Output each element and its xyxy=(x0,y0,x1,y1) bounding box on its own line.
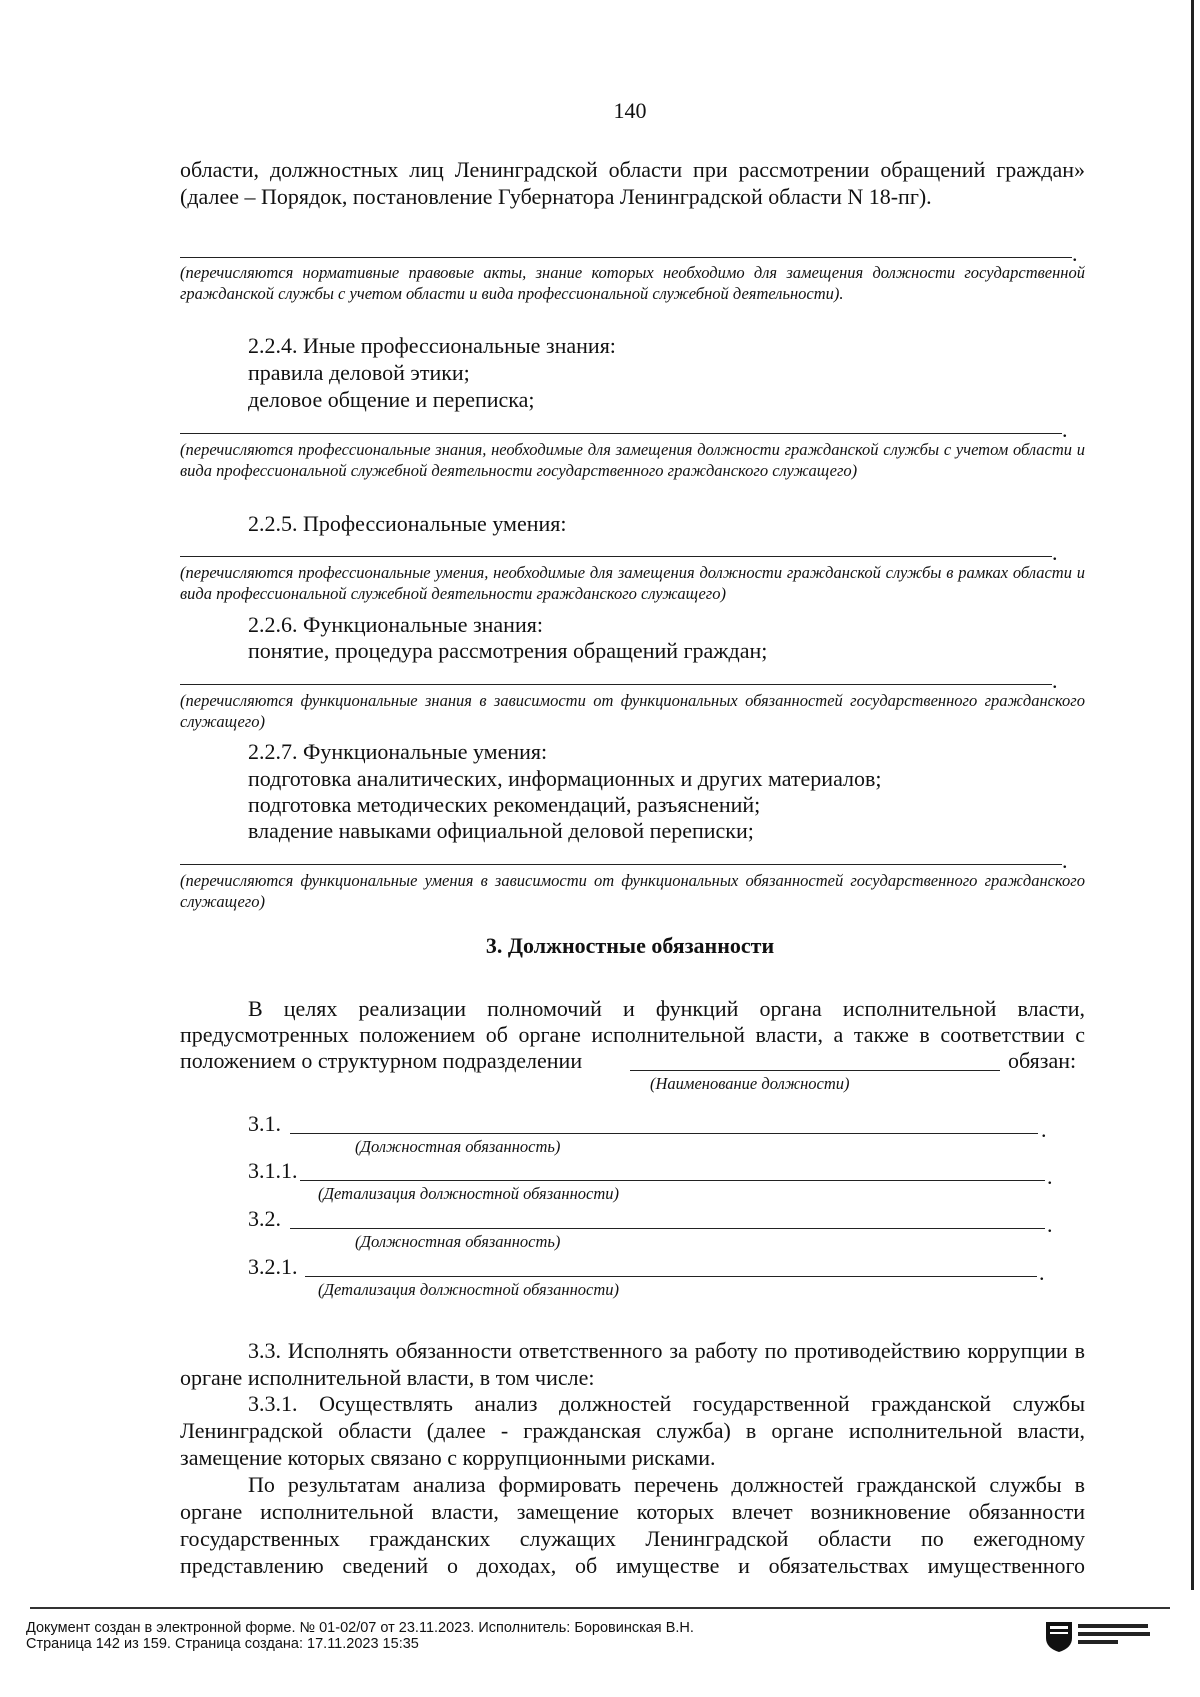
list-item: владение навыками официальной деловой переписки; xyxy=(248,818,754,843)
line-period: . xyxy=(1072,241,1078,266)
section-3-para-line-1: В целях реализации полномочий и функций органа исполнительной власти, xyxy=(248,996,1085,1021)
line-period: . xyxy=(1047,1164,1053,1189)
duty-number: 3.2.1. xyxy=(248,1254,298,1279)
list-item: правила деловой этики; xyxy=(248,360,470,385)
footer-rule xyxy=(30,1607,1170,1609)
government-logo xyxy=(1044,1618,1154,1654)
paragraph-3-3: 3.3. Исполнять обязанности ответственного за работу по противодействию коррупции в органе исполнительной власти, в том числе: xyxy=(180,1338,1085,1390)
footer-line-1: Документ создан в электронной форме. № 01-02/07 от 23.11.2023. Исполнитель: Боровинская В.Н. xyxy=(26,1620,694,1636)
duty-caption: (Должностная обязанность) xyxy=(355,1232,561,1251)
blank-line xyxy=(180,257,1072,258)
paragraph-analysis: По результатам анализа формировать перечень должностей гражданской службы в органе исполнительной власти, замещение которых влечет возникновение обязанности государственных гражданских служащих Ленинградской области по ежегодному представлению сведений о доходах, об имуществе и обязательствах имущественного xyxy=(180,1472,1085,1578)
section-2-2-7-heading: 2.2.7. Функциональные умения: xyxy=(248,739,548,764)
list-item: понятие, процедура рассмотрения обращений граждан; xyxy=(248,638,768,663)
blank-line xyxy=(180,433,1062,434)
line-period: . xyxy=(1062,848,1068,873)
paragraph-3-3-1: 3.3.1. Осуществлять анализ должностей государственной гражданской службы Ленинградской области (далее - гражданская служба) в органе исполнительной власти, замещение которых связано с коррупционными рисками. xyxy=(180,1391,1085,1470)
section-3-title: 3. Должностные обязанности xyxy=(485,933,775,958)
section-2-2-5-heading: 2.2.5. Профессиональные умения: xyxy=(248,511,567,536)
duty-line xyxy=(305,1276,1037,1277)
line-period: . xyxy=(1047,1212,1053,1237)
section-2-2-6-heading: 2.2.6. Функциональные знания: xyxy=(248,612,543,637)
section-2-2-4-heading: 2.2.4. Иные профессиональные знания: xyxy=(248,333,616,358)
line-period: . xyxy=(1052,668,1058,693)
obliged-word: обязан: xyxy=(1008,1048,1077,1073)
list-item: подготовка методических рекомендаций, разъяснений; xyxy=(248,792,761,817)
duty-line xyxy=(300,1180,1045,1181)
position-caption: (Наименование должности) xyxy=(650,1074,850,1093)
line-period: . xyxy=(1062,417,1068,442)
line-period: . xyxy=(1041,1117,1047,1142)
duty-line xyxy=(290,1228,1045,1229)
duty-caption: (Детализация должностной обязанности) xyxy=(318,1184,619,1203)
duty-caption: (Должностная обязанность) xyxy=(355,1137,561,1156)
position-name-line xyxy=(630,1070,1000,1071)
scan-edge-line xyxy=(1191,0,1194,1590)
duty-number: 3.1.1. xyxy=(248,1158,298,1183)
duty-number: 3.2. xyxy=(248,1206,281,1231)
duty-caption: (Детализация должностной обязанности) xyxy=(318,1280,619,1299)
line-period: . xyxy=(1039,1260,1045,1285)
list-item: деловое общение и переписка; xyxy=(248,387,535,412)
page-number: 140 xyxy=(613,98,647,123)
note-prof-skills: (перечисляются профессиональные умения, необходимые для замещения должности гражданской службы в рамках области и вида профессиональной служебной деятельности гражданского служащего) xyxy=(180,563,1085,603)
note-legal-acts: (перечисляются нормативные правовые акты, знание которых необходимо для замещения должности государственной гражданской службы с учетом области и вида профессиональной служебной деятельности). xyxy=(180,263,1085,303)
blank-line xyxy=(180,556,1052,557)
duty-number: 3.1. xyxy=(248,1111,281,1136)
intro-paragraph xyxy=(180,156,1085,210)
intro-text: области, должностных лиц Ленинградской области при рассмотрении обращений граждан» (далее – Порядок, постановление Губернатора Ленинградской области N 18-пг). xyxy=(180,157,1085,209)
note-func-knowledge: (перечисляются функциональные знания в зависимости от функциональных обязанностей государственного гражданского служащего) xyxy=(180,691,1085,731)
list-item: подготовка аналитических, информационных и других материалов; xyxy=(248,766,882,791)
note-prof-knowledge: (перечисляются профессиональные знания, необходимые для замещения должности гражданской службы с учетом области и вида профессиональной служебной деятельности государственного гражданского служащего) xyxy=(180,440,1085,480)
section-3-para-line-3-text: положением о структурном подразделении xyxy=(180,1048,583,1073)
blank-line xyxy=(180,684,1052,685)
note-func-skills: (перечисляются функциональные умения в зависимости от функциональных обязанностей государственного гражданского служащего) xyxy=(180,871,1085,911)
section-3-para-line-2: предусмотренных положением об органе исполнительной власти, а также в соответствии с xyxy=(180,1022,1085,1047)
footer-line-2: Страница 142 из 159. Страница создана: 17.11.2023 15:35 xyxy=(26,1636,419,1652)
line-period: . xyxy=(1052,540,1058,565)
duty-line xyxy=(290,1133,1038,1134)
blank-line xyxy=(180,864,1062,865)
